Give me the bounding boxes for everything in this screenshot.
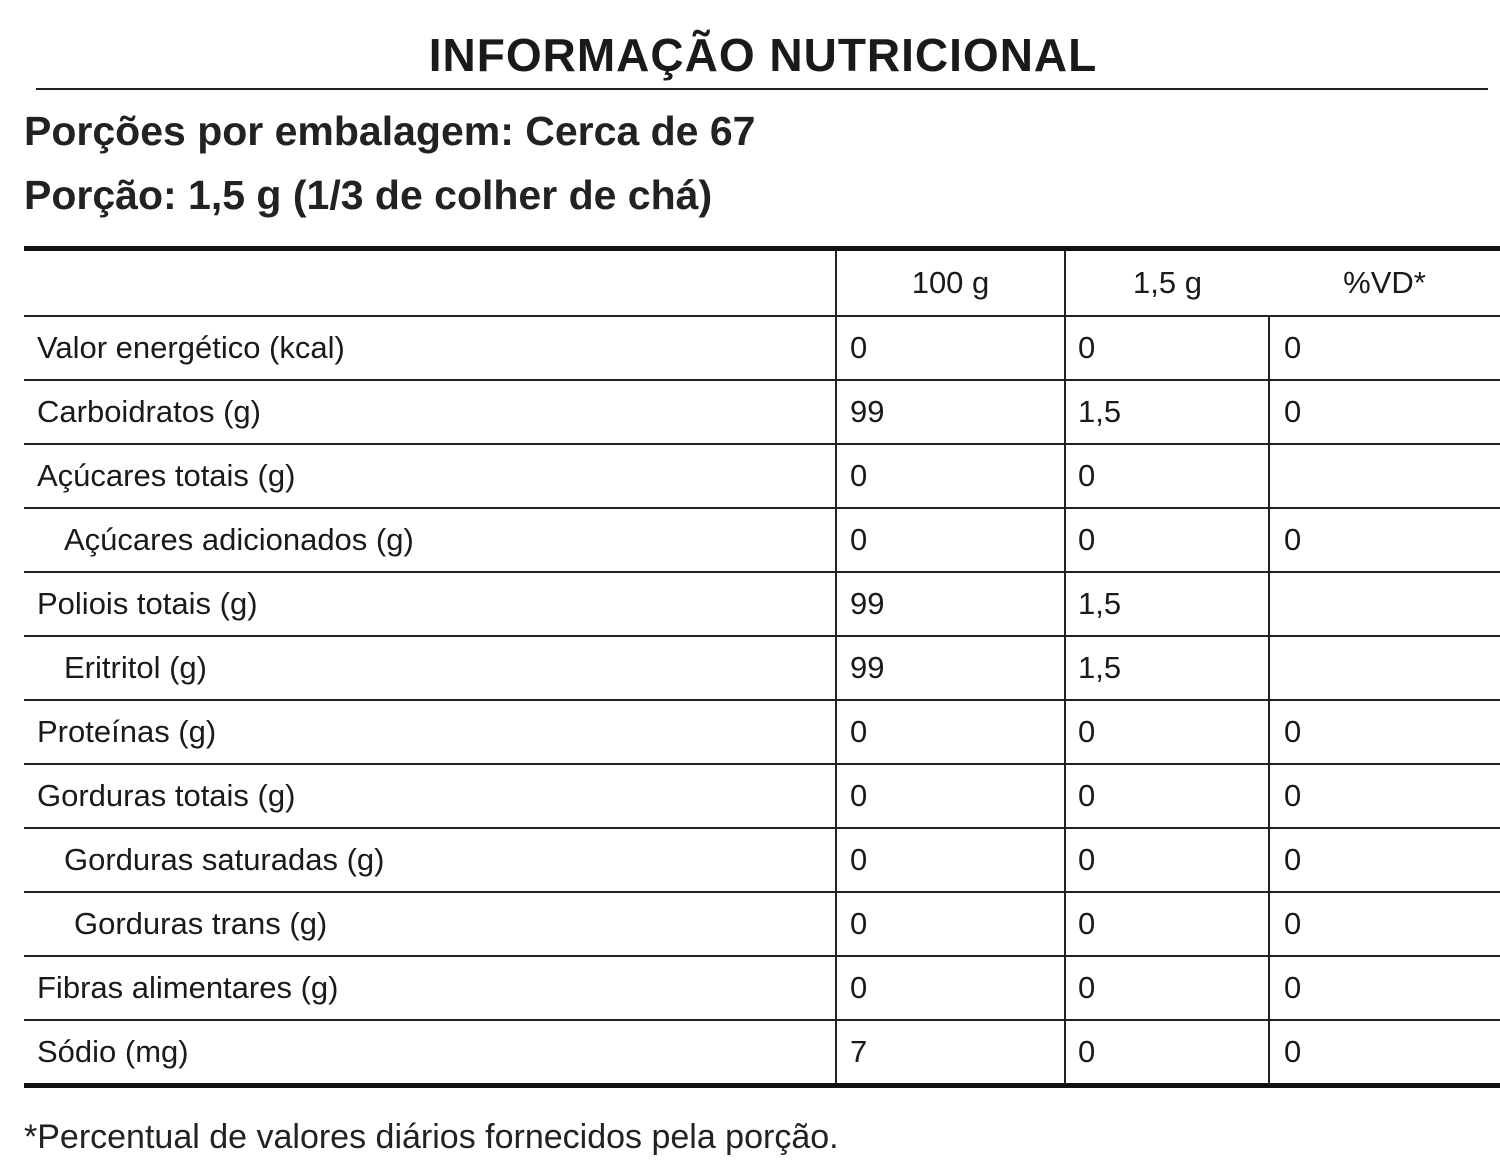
nutrient-name: Gorduras totais (g)	[24, 764, 836, 828]
nutrient-name: Carboidratos (g)	[24, 380, 836, 444]
header-nutrient	[24, 249, 836, 317]
value-per-100g: 99	[836, 636, 1065, 700]
value-daily-percent	[1269, 572, 1500, 636]
label-title: INFORMAÇÃO NUTRICIONAL	[428, 29, 1098, 81]
table-row	[24, 956, 1500, 1020]
table-row	[24, 700, 1500, 764]
value-per-portion: 1,5	[1065, 380, 1269, 444]
nutrient-name: Sódio (mg)	[24, 1020, 836, 1086]
value-per-100g: 0	[836, 956, 1065, 1020]
table-row	[24, 892, 1500, 956]
value-daily-percent: 0	[1269, 828, 1500, 892]
value-per-portion: 0	[1065, 700, 1269, 764]
title-divider	[36, 88, 1488, 90]
table-row	[24, 380, 1500, 444]
value-per-portion: 0	[1065, 1020, 1269, 1086]
nutrient-name: Açúcares totais (g)	[24, 444, 836, 508]
footnote: *Percentual de valores diários fornecidos pela porção.	[24, 1118, 839, 1156]
value-per-100g: 0	[836, 316, 1065, 380]
nutrient-name: Poliois totais (g)	[24, 572, 836, 636]
value-per-portion: 0	[1065, 508, 1269, 572]
value-per-100g: 0	[836, 700, 1065, 764]
value-per-portion: 0	[1065, 444, 1269, 508]
value-daily-percent	[1269, 444, 1500, 508]
table-row	[24, 828, 1500, 892]
value-per-100g: 0	[836, 508, 1065, 572]
nutrient-name: Eritritol (g)	[24, 636, 836, 700]
value-daily-percent: 0	[1269, 892, 1500, 956]
value-daily-percent: 0	[1269, 764, 1500, 828]
value-daily-percent: 0	[1284, 1034, 1302, 1069]
table-row	[24, 316, 1500, 380]
value-per-100g: 7	[836, 1020, 1065, 1086]
table-row	[24, 572, 1500, 636]
header-per-100g: 100 g	[836, 249, 1065, 317]
value-daily-percent: 0	[1269, 316, 1500, 380]
value-per-portion: 0	[1065, 316, 1269, 380]
value-daily-percent: 0	[1269, 380, 1500, 444]
value-per-portion: 0	[1065, 828, 1269, 892]
nutrient-name: Valor energético (kcal)	[24, 316, 836, 380]
value-per-portion: 0	[1065, 956, 1269, 1020]
nutrient-name: Gorduras saturadas (g)	[24, 828, 836, 892]
value-per-100g: 0	[836, 764, 1065, 828]
value-per-portion: 0	[1065, 764, 1269, 828]
nutrient-name: Fibras alimentares (g)	[24, 956, 836, 1020]
nutrient-name: Açúcares adicionados (g)	[24, 508, 836, 572]
nutrient-name: Proteínas (g)	[24, 700, 836, 764]
table-row	[24, 444, 1500, 508]
header-per-portion: 1,5 g	[1065, 249, 1269, 317]
table-row	[24, 764, 1500, 828]
value-per-portion: 1,5	[1065, 572, 1269, 636]
table-row	[24, 1020, 1500, 1086]
value-daily-percent: 0	[1269, 508, 1500, 572]
value-daily-percent	[1269, 636, 1500, 700]
nutrient-name: Gorduras trans (g)	[24, 892, 836, 956]
value-daily-percent: 0	[1269, 956, 1500, 1020]
value-per-100g: 99	[836, 572, 1065, 636]
serving-size: Porção: 1,5 g (1/3 de colher de chá)	[24, 172, 713, 218]
nutrition-table	[24, 246, 1500, 1088]
value-per-portion: 0	[1065, 892, 1269, 956]
value-per-portion: 1,5	[1065, 636, 1269, 700]
table-row	[24, 636, 1500, 700]
servings-per-package: Porções por embalagem: Cerca de 67	[24, 108, 756, 154]
value-per-100g: 99	[836, 380, 1065, 444]
value-per-100g: 0	[836, 828, 1065, 892]
table-header-row	[24, 249, 1500, 317]
header-daily-value: %VD*	[1269, 249, 1500, 317]
value-per-100g: 0	[836, 444, 1065, 508]
table-row	[24, 508, 1500, 572]
value-daily-percent: 0	[1269, 700, 1500, 764]
value-per-100g: 0	[836, 892, 1065, 956]
